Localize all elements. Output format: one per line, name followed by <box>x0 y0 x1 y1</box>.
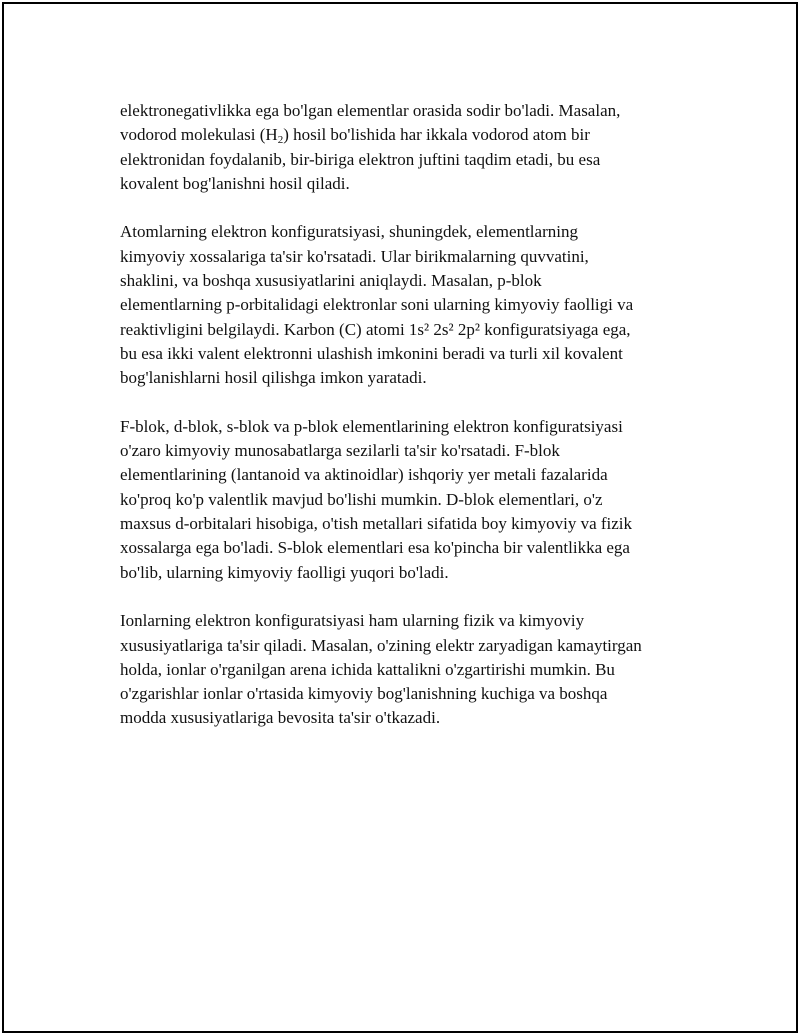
text-line-with-subscript <box>120 123 700 147</box>
text-line: xususiyatlariga ta'sir qiladi. Masalan, o'zining elektr zaryadigan kamaytirgan <box>120 635 642 655</box>
text-line: F-blok, d-blok, s-blok va p-blok elementlarining elektron konfiguratsiyasi <box>120 416 623 436</box>
subscript: 2 <box>277 134 284 147</box>
text-line: ko'proq ko'p valentlik mavjud bo'lishi mumkin. D-blok elementlari, o'z <box>120 489 603 509</box>
text-line: o'zaro kimyoviy munosabatlarga sezilarli ta'sir ko'rsatadi. F-blok <box>120 441 560 461</box>
text-fragment: vodorod molekulasi (H <box>120 125 278 145</box>
paragraph-2 <box>120 220 700 390</box>
text-line: kimyoviy xossalariga ta'sir ko'rsatadi. Ular birikmalarning quvvatini, <box>120 246 589 266</box>
document-body <box>120 99 700 755</box>
text-line: elektronegativlikka ega bo'lgan elementlar orasida sodir bo'ladi. Masalan, <box>120 101 621 120</box>
text-line: elektronidan foydalanib, bir-biriga elektron juftini taqdim etadi, bu esa <box>120 149 601 169</box>
text-line: bog'lanishlarni hosil qilishga imkon yaratadi. <box>120 368 427 388</box>
text-line: modda xususiyatlariga bevosita ta'sir o'tkazadi. <box>120 708 441 728</box>
text-line: elementlarning p-orbitalidagi elektronlar soni ularning kimyoviy faolligi va <box>120 295 634 315</box>
text-fragment: ) hosil bo'lishida har ikkala vodorod atom bir <box>283 125 590 145</box>
text-line: bo'lib, ularning kimyoviy faolligi yuqori bo'ladi. <box>120 562 449 582</box>
text-line: reaktivligini belgilaydi. Karbon (C) atomi 1s² 2s² 2p² konfiguratsiyaga ega, <box>120 319 631 339</box>
paragraph-4 <box>120 609 700 730</box>
text-line: maxsus d-orbitalari hisobiga, o'tish metallari sifatida boy kimyoviy va fizik <box>120 514 633 534</box>
text-line: kovalent bog'lanishni hosil qiladi. <box>120 173 350 193</box>
document-page <box>2 2 798 1033</box>
paragraph-1 <box>120 99 700 196</box>
text-line: shaklini, va boshqa xususiyatlarini aniqlaydi. Masalan, p-blok <box>120 271 542 291</box>
text-line: bu esa ikki valent elektronni ulashish imkonini beradi va turli xil kovalent <box>120 343 623 363</box>
paragraph-3 <box>120 415 700 585</box>
text-line: Ionlarning elektron konfiguratsiyasi ham ularning fizik va kimyoviy <box>120 611 585 631</box>
text-line: xossalarga ega bo'ladi. S-blok elementlari esa ko'pincha bir valentlikka ega <box>120 538 630 558</box>
text-line: holda, ionlar o'rganilgan arena ichida kattalikni o'zgartirishi mumkin. Bu <box>120 659 615 679</box>
text-line: elementlarining (lantanoid va aktinoidlar) ishqoriy yer metali fazalarida <box>120 465 608 485</box>
text-line: Atomlarning elektron konfiguratsiyasi, shuningdek, elementlarning <box>120 222 578 242</box>
text-line: o'zgarishlar ionlar o'rtasida kimyoviy bog'lanishning kuchiga va boshqa <box>120 684 608 704</box>
